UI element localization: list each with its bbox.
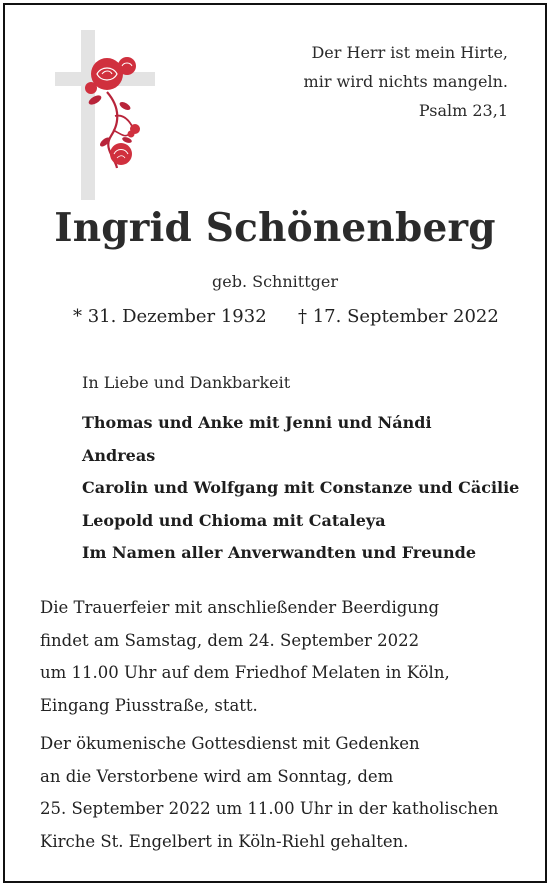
service-line: Kirche St. Engelbert in Köln-Riehl gehalten. <box>40 831 409 851</box>
service-paragraph <box>40 728 498 858</box>
funeral-line: findet am Samstag, dem 24. September 2022 <box>40 630 420 650</box>
funeral-paragraph <box>40 592 450 722</box>
birth-date: * 31. Dezember 1932 <box>73 306 267 327</box>
maiden-name: geb. Schnittger <box>212 272 338 291</box>
funeral-line: Die Trauerfeier mit anschließender Beerdigung <box>40 598 440 617</box>
mourner-line: Carolin und Wolfgang mit Constanze und Cäcilie <box>82 478 520 497</box>
service-line: Der ökumenische Gottesdienst mit Gedenken <box>40 734 420 753</box>
service-line: 25. September 2022 um 11.00 Uhr in der katholischen <box>40 799 499 818</box>
funeral-line: Eingang Piusstraße, statt. <box>40 695 258 715</box>
mourner-line: Andreas <box>82 445 156 465</box>
deceased-name: Ingrid Schönenberg <box>54 205 496 251</box>
cross-with-roses-icon <box>55 30 165 200</box>
mourners-intro: In Liebe und Dankbarkeit <box>82 373 291 392</box>
funeral-line: um 11.00 Uhr auf dem Friedhof Melaten in Köln, <box>40 663 450 682</box>
mourners-list <box>82 407 519 570</box>
psalm-quote <box>304 38 508 125</box>
psalm-line: Der Herr ist mein Hirte, <box>311 43 508 62</box>
service-line: an die Verstorbene wird am Sonntag, dem <box>40 766 394 786</box>
death-date: † 17. September 2022 <box>298 306 499 327</box>
mourner-line: Im Namen aller Anverwandten und Freunde <box>82 543 477 562</box>
psalm-line: mir wird nichts mangeln. <box>303 72 508 91</box>
mourner-line: Leopold und Chioma mit Cataleya <box>82 510 386 530</box>
psalm-reference: Psalm 23,1 <box>418 101 508 120</box>
mourner-line: Thomas und Anke mit Jenni und Nándi <box>82 413 432 432</box>
